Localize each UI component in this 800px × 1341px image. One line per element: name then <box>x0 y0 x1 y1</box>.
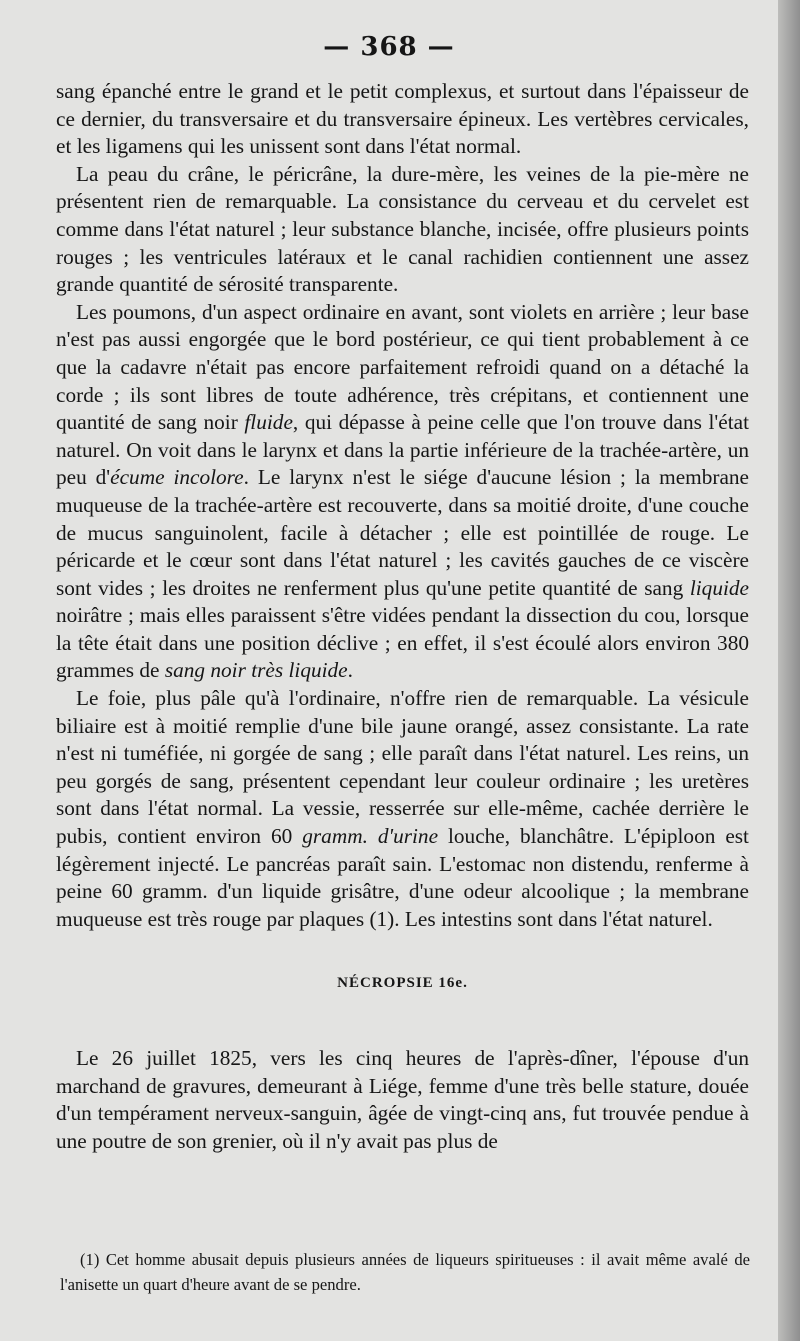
italic-text-run: gramm. d'urine <box>302 824 439 849</box>
text-run: . <box>347 658 353 683</box>
text-run: sang épanché entre le grand et le petit complexus, et surtout dans l'épaisseur de ce dernier, du transversaire et du transversaire épineux. Les vertèbres cervicales, et les ligamens qui les unissent sont dans l'état normal. <box>56 79 749 159</box>
text-run: Le foie, plus pâle qu'à l'ordinaire, n'offre rien de remarquable. La vésicule biliaire est à moitié remplie d'une bile jaune orangé, assez consistante. La rate n'est ni tuméfiée, ni gorgée de sang ; elle paraît dans l'état naturel. Les reins, un peu gorgés de sang, présentent cependant leur couleur ordinaire ; les uretères sont dans l'état normal. La vessie, resserrée sur elle-même, cachée derrière le pubis, contient environ 60 <box>56 686 749 849</box>
paragraph-1 <box>56 78 749 161</box>
text-run: noirâtre ; mais elles paraissent s'être vidées pendant la dissection du cou, lorsque la tête était dans une position déclive ; en effet, il s'est écoulé alors environ 380 grammes de <box>56 603 749 683</box>
text-run: La peau du crâne, le péricrâne, la dure-mère, les veines de la pie-mère ne présentent rien de remarquable. La consistance du cerveau et du cervelet est comme dans l'état naturel ; leur substance blanche, incisée, offre plusieurs points rouges ; les ventricules latéraux et le canal rachidien contiennent une assez grande quantité de sérosité transparente. <box>56 161 749 297</box>
text-run: Les poumons, d'un aspect ordinaire en avant, sont violets en arrière ; leur base n'est pas aussi engorgée que le bord postérieur, ce qui tient probablement à ce que la cadavre n'était pas encore parfaitement refroidi quand on a détaché la corde ; ils sont libres de toute adhérence, très crépitans, et contiennent une quantité de sang noir <box>56 299 749 435</box>
page-edge-shadow <box>778 0 800 1341</box>
text-run: louche, blanchâtre. L'épiploon est légèrement injecté. Le pancréas paraît sain. L'estomac non distendu, renferme à peine 60 gramm. d'un liquide grisâtre, d'une odeur alcoolique ; la membrane muqueuse est très rouge par plaques (1). Les intestins sont dans l'état naturel. <box>56 824 749 931</box>
paragraph-5 <box>56 1045 749 1155</box>
section-heading: NÉCROPSIE 16e. <box>337 975 468 992</box>
text-run: Le 26 juillet 1825, vers les cinq heures de l'après-dîner, l'épouse d'un marchand de gravures, demeurant à Liége, femme d'une très belle stature, douée d'un tempérament nerveux-sanguin, âgée de vingt-cinq ans, fut trouvée pendue à une poutre de son grenier, où il n'y avait pas plus de <box>56 1046 749 1153</box>
italic-text-run: écume incolore <box>110 465 244 490</box>
paragraph-3 <box>56 299 749 685</box>
italic-text-run: fluide <box>244 410 293 435</box>
italic-text-run: liquide <box>689 575 749 600</box>
paragraph-2 <box>56 161 749 299</box>
italic-text-run: sang noir très liquide <box>164 658 348 683</box>
footnote-1: (1) Cet homme abusait depuis plusieurs années de liqueurs spiritueuses : il avait même avalé de l'anisette un quart d'heure avant de se pendre. <box>60 1250 750 1294</box>
text-run: , qui dépasse à peine celle que l'on trouve dans l'état naturel. On voit dans le larynx et dans la partie inférieure de la trachée-artère, un peu d' <box>56 410 750 490</box>
paragraph-4 <box>56 685 749 933</box>
footnotes <box>60 1248 750 1297</box>
page-number: — 368 — <box>323 32 455 62</box>
text-run: . Le larynx n'est le siége d'aucune lésion ; la membrane muqueuse de la trachée-artère est recouverte, dans sa moitié droite, d'une couche de mucus sanguinolent, facile à détacher ; elle est pointillée de rouge. Le péricarde et le cœur sont dans l'état naturel ; les cavités gauches de ce viscère sont vides ; les droites ne renferment plus qu'une petite quantité de sang <box>56 465 750 600</box>
body-text <box>56 78 749 1155</box>
